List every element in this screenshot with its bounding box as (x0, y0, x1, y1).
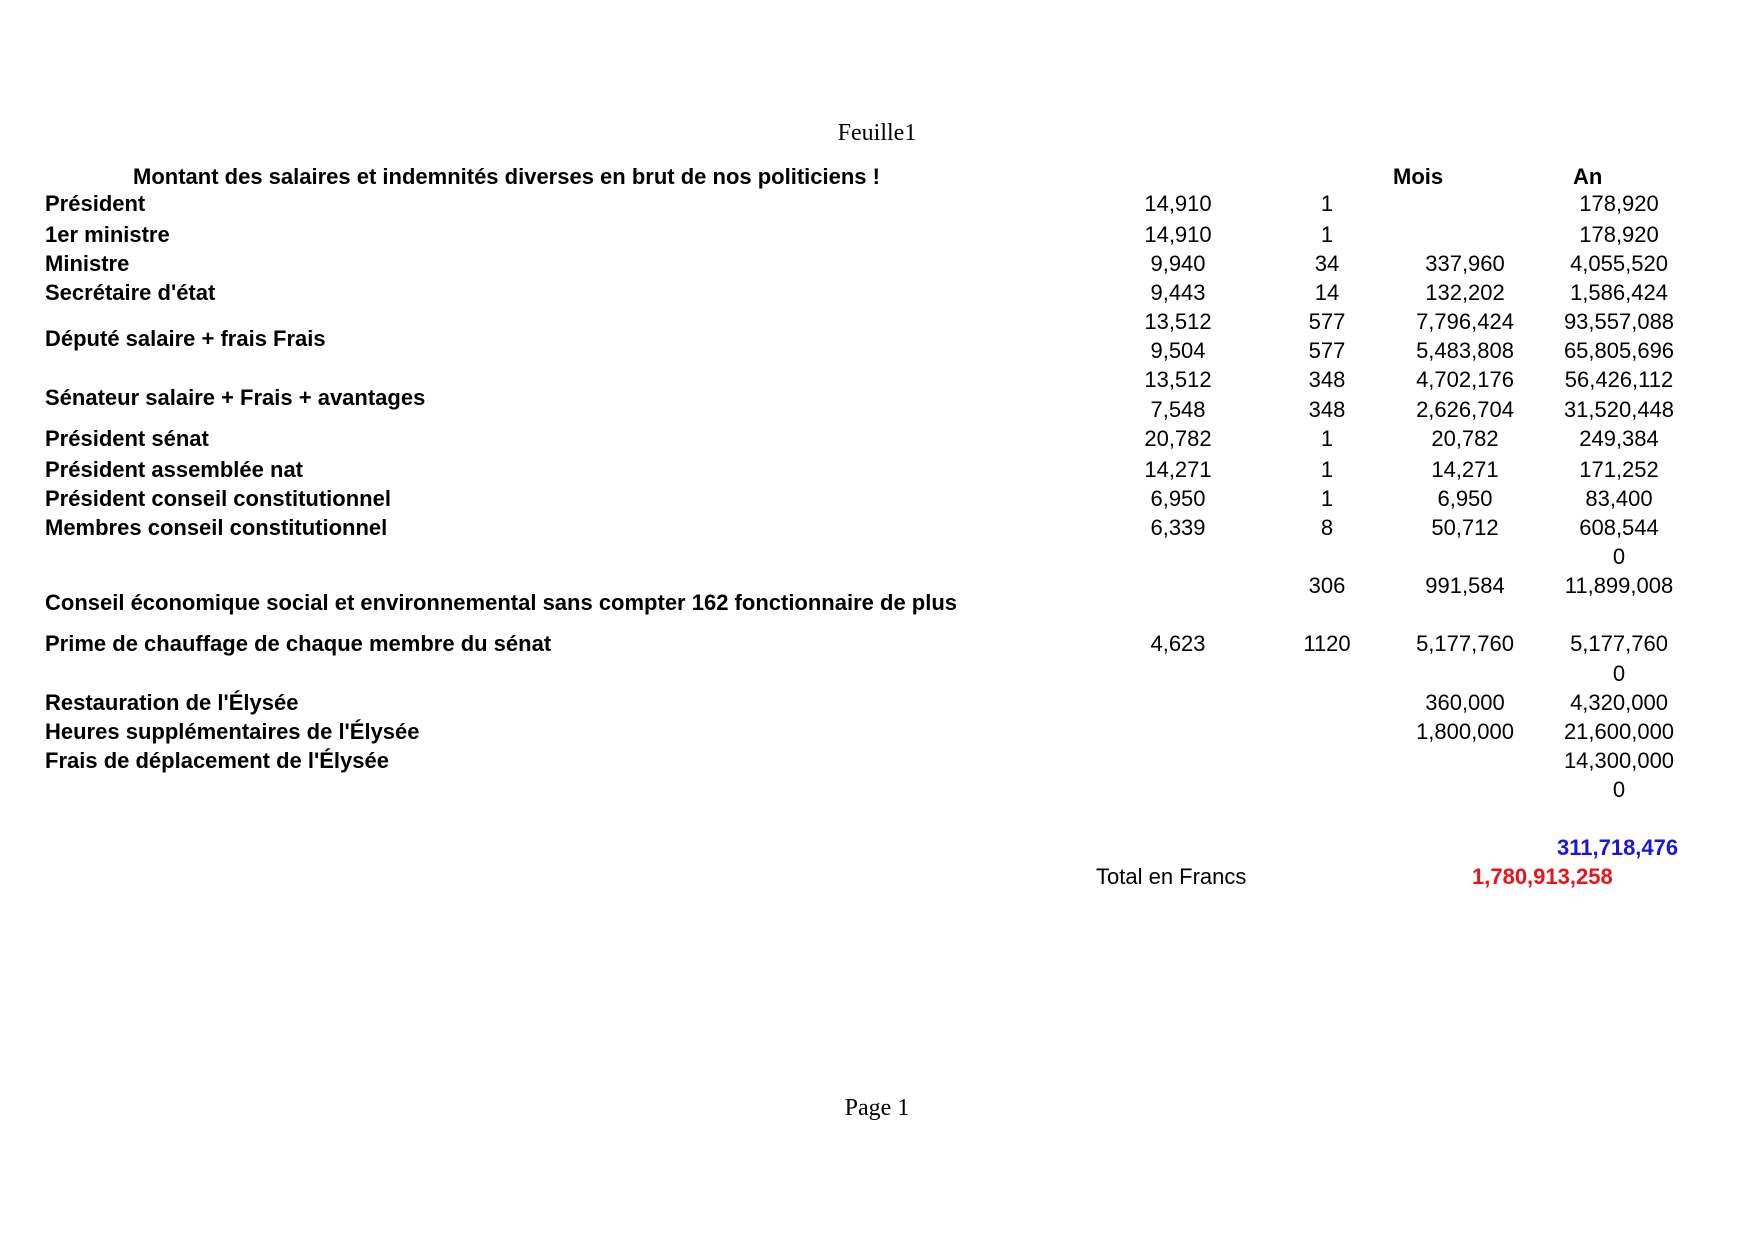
cell-unit: 14,910 (1144, 222, 1212, 247)
total-annual-sum: 311,718,476 (1557, 835, 1679, 860)
cell-count: 1 (1320, 457, 1334, 482)
cell-unit: 14,271 (1144, 457, 1212, 482)
cell-an: 83,400 (1585, 486, 1653, 511)
cell-count: 1120 (1303, 631, 1351, 656)
row-label: Restauration de l'Élysée (45, 690, 299, 715)
cell-unit: 13,512 (1144, 367, 1212, 392)
cell-unit: 20,782 (1144, 426, 1212, 451)
cell-count: 1 (1320, 426, 1334, 451)
row-label: Président conseil constitutionnel (45, 486, 391, 511)
cell-unit: 14,910 (1144, 191, 1212, 216)
cell-an: 93,557,088 (1563, 309, 1675, 334)
row-label: Ministre (45, 251, 130, 276)
column-header-mois: Mois (1393, 164, 1444, 189)
cell-an: 4,055,520 (1570, 251, 1668, 276)
report-title: Montant des salaires et indemnités diverses en brut de nos politiciens ! (133, 164, 880, 189)
cell-mois: 4,702,176 (1416, 367, 1514, 392)
cell-mois: 2,626,704 (1416, 397, 1514, 422)
cell-count: 577 (1308, 309, 1346, 334)
row-label: 1er ministre (45, 222, 170, 247)
row-label: Heures supplémentaires de l'Élysée (45, 719, 420, 744)
cell-an: 5,177,760 (1570, 631, 1668, 656)
cell-count: 1 (1320, 191, 1334, 216)
cell-an: 0 (1612, 544, 1626, 569)
row-label: Secrétaire d'état (45, 280, 216, 305)
row-label: Député salaire + frais Frais (45, 326, 326, 351)
cell-count: 1 (1320, 486, 1334, 511)
cell-an: 31,520,448 (1563, 397, 1675, 422)
cell-an: 4,320,000 (1570, 690, 1668, 715)
cell-count: 34 (1314, 251, 1340, 276)
cell-an: 608,544 (1579, 515, 1659, 540)
cell-an: 21,600,000 (1563, 719, 1675, 744)
cell-an: 171,252 (1579, 457, 1659, 482)
cell-mois: 5,177,760 (1416, 631, 1514, 656)
cell-count: 1 (1320, 222, 1334, 247)
cell-unit: 4,623 (1150, 631, 1206, 656)
cell-count: 8 (1320, 515, 1334, 540)
cell-an: 0 (1612, 777, 1626, 802)
row-label: Conseil économique social et environnemental sans compter 162 fonctionnaire de plus (45, 590, 958, 615)
cell-mois: 5,483,808 (1416, 338, 1514, 363)
cell-mois: 132,202 (1425, 280, 1505, 305)
cell-mois: 6,950 (1437, 486, 1493, 511)
cell-mois: 991,584 (1425, 573, 1505, 598)
row-label: Membres conseil constitutionnel (45, 515, 388, 540)
cell-mois: 14,271 (1431, 457, 1499, 482)
cell-mois: 360,000 (1425, 690, 1505, 715)
sheet-name-header: Feuille1 (837, 120, 917, 146)
cell-count: 306 (1308, 573, 1346, 598)
cell-unit: 13,512 (1144, 309, 1212, 334)
cell-an: 249,384 (1579, 426, 1659, 451)
cell-an: 11,899,008 (1564, 573, 1674, 598)
cell-an: 178,920 (1579, 222, 1659, 247)
cell-mois: 50,712 (1431, 515, 1499, 540)
cell-mois: 1,800,000 (1416, 719, 1514, 744)
cell-count: 348 (1308, 397, 1346, 422)
cell-unit: 7,548 (1150, 397, 1206, 422)
row-label: Sénateur salaire + Frais + avantages (45, 385, 426, 410)
row-label: Président sénat (45, 426, 209, 451)
cell-count: 348 (1308, 367, 1346, 392)
cell-an: 0 (1612, 661, 1626, 686)
cell-an: 14,300,000 (1563, 748, 1675, 773)
cell-an: 1,586,424 (1570, 280, 1668, 305)
cell-an: 56,426,112 (1564, 367, 1674, 392)
row-label: Président (45, 191, 146, 216)
cell-unit: 6,950 (1150, 486, 1206, 511)
cell-an: 65,805,696 (1563, 338, 1675, 363)
row-label: Frais de déplacement de l'Élysée (45, 748, 389, 773)
cell-unit: 9,940 (1150, 251, 1206, 276)
cell-unit: 9,504 (1150, 338, 1206, 363)
column-header-an: An (1573, 164, 1603, 189)
cell-an: 178,920 (1579, 191, 1659, 216)
cell-mois: 20,782 (1431, 426, 1499, 451)
row-label: Président assemblée nat (45, 457, 304, 482)
cell-mois: 7,796,424 (1416, 309, 1514, 334)
row-label: Prime de chauffage de chaque membre du sénat (45, 631, 552, 656)
total-francs-label: Total en Francs (1096, 864, 1247, 889)
cell-count: 14 (1314, 280, 1340, 305)
cell-unit: 9,443 (1150, 280, 1206, 305)
cell-mois: 337,960 (1425, 251, 1505, 276)
page-number-footer: Page 1 (844, 1095, 910, 1121)
cell-unit: 6,339 (1150, 515, 1206, 540)
total-francs-value: 1,780,913,258 (1472, 864, 1613, 889)
cell-count: 577 (1308, 338, 1346, 363)
